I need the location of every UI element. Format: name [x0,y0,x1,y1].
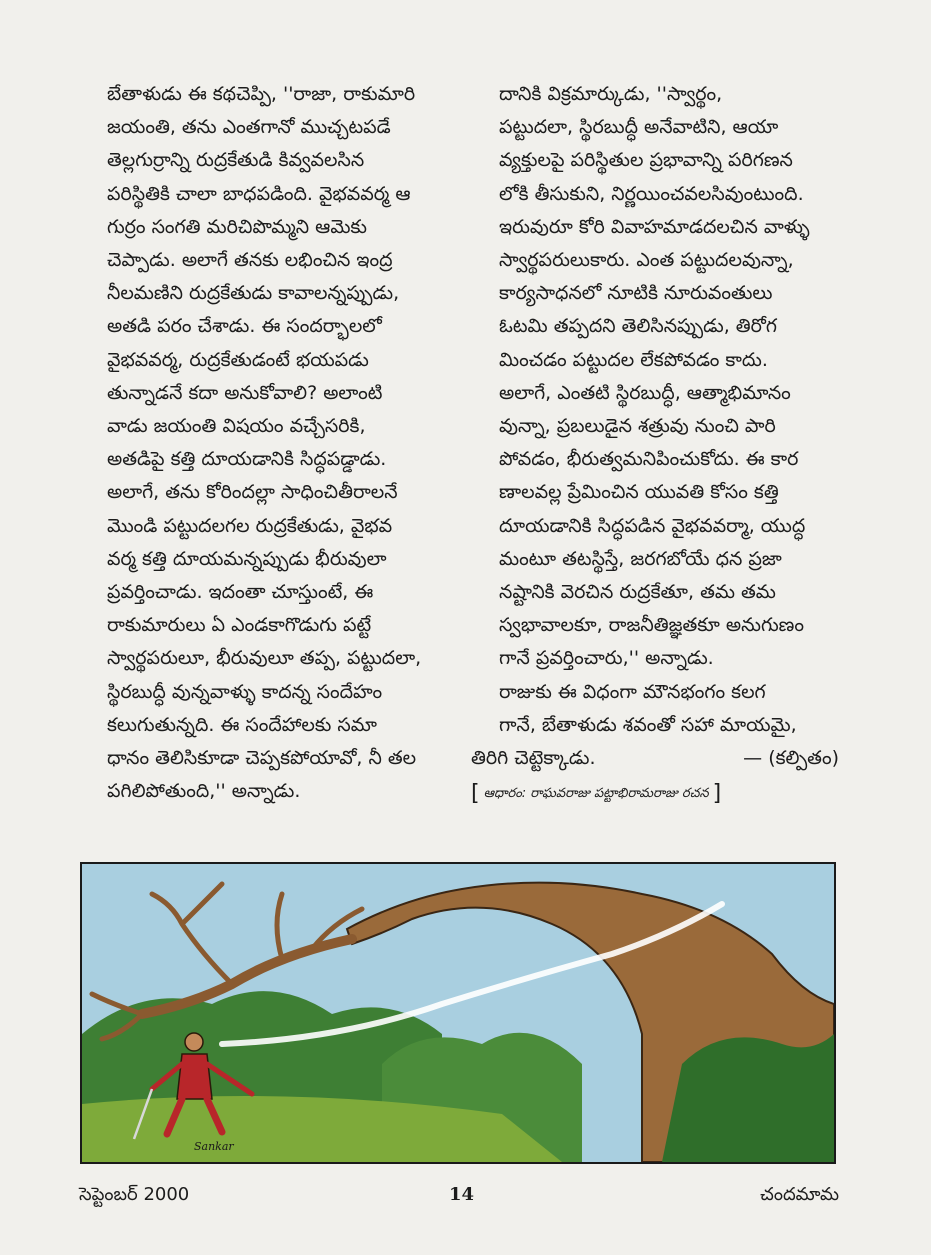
text-line: బేతాళుడు ఈ కథచెప్పి, ''రాజా, రాకుమారి [107,83,416,105]
text-line: రాకుమారులు ఏ ఎండకాగొడుగు పట్టే [107,614,372,637]
text-line: దూయడానికి సిద్ధపడిన వైభవవర్మా, యుద్ధ [499,514,806,537]
text-line: రాజుకు ఈ విధంగా మౌనభంగం కలగ [499,680,766,703]
source-bracket-open: [ [471,781,480,807]
illustration-scene [82,864,834,1162]
source-note [471,777,839,810]
text-line: అతడిపై కత్తి దూయడానికి సిద్ధపడ్డాడు. [107,448,387,471]
text-line: వైభవవర్మ, రుద్రకేతుడంటే భయపడు [107,348,369,371]
left-column [79,78,443,808]
text-line: గానే ప్రవర్తించారు,'' అన్నాడు. [499,647,714,670]
footer-magazine-name: చందమామ [760,1184,839,1205]
text-line: ణాలవల్ల ప్రేమించిన యువతి కోసం కత్తి [499,481,779,504]
text-line: లోకి తీసుకుని, నిర్ణయించవలసివుంటుంది. [499,182,804,205]
text-line: స్వార్థపరులూ, భీరువులూ తప్ప, పట్టుదలా, [107,647,422,670]
story-illustration [80,862,836,1164]
text-line: పరిస్థితికి చాలా బాధపడింది. వైభవవర్మ ఆ [107,182,411,205]
text-line: తెల్లగుర్రాన్ని రుద్రకేతుడి కివ్వవలసిన [107,149,365,172]
text-line: స్వార్థపరులుకారు. ఎంత పట్టుదలవున్నా, [499,249,794,272]
text-line: తున్నాడనే కదా అనుకోవాలి? అలాంటి [107,381,383,404]
page-footer [79,1184,839,1214]
text-line: పట్టుదలా, స్థిరబుద్ధీ అనేవాటిని, ఆయా [499,116,779,139]
artist-signature: Sankar [194,1140,234,1153]
text-line: జయంతి, తను ఎంతగానో ముచ్చటపడే [107,116,391,139]
text-line: అలాగే, ఎంతటి స్థిరబుద్ధీ, ఆత్మాభిమానం [499,381,791,404]
text-line: గుర్రం సంగతి మరిచిపొమ్మని ఆమెకు [107,215,367,238]
text-line: వర్మ కత్తి దూయమన్నప్పుడు భీరువులా [107,547,387,570]
text-line: కలుగుతున్నది. ఈ సందేహాలకు సమా [107,713,377,736]
closing-text: తిరిగి చెట్టెక్కాడు. [471,747,596,770]
right-paragraph-1 [471,78,839,676]
right-column [471,78,839,810]
text-line: మొండి పట్టుదలగల రుద్రకేతుడు, వైభవ [107,514,393,537]
text-line: దానికి విక్రమార్కుడు, ''స్వార్థం, [499,83,723,105]
footer-issue-date: సెప్టెంబర్ 2000 [79,1184,190,1205]
text-line: వాడు జయంతి విషయం వచ్చేసరికి, [107,415,366,438]
text-line: నష్టానికి వెరచిన రుద్రకేతూ, తమ తమ [499,581,776,604]
text-line: వ్యక్తులపై పరిస్థితుల ప్రభావాన్ని పరిగణన [499,149,793,172]
right-paragraph-2 [471,676,839,742]
text-line: కార్యసాధనలో నూటికి నూరువంతులు [499,282,773,305]
text-line: చెప్పాడు. అలాగే తనకు లభించిన ఇంద్ర [107,249,393,272]
source-bracket-close: ] [712,781,722,807]
text-line: మించడం పట్టుదల లేకపోవడం కాదు. [499,348,768,371]
text-line: ధానం తెలిసికూడా చెప్పకపోయావో, నీ తల [107,747,417,770]
text-line: మంటూ తటస్థిస్తే, జరగబోయే ధన ప్రజా [499,547,782,570]
closing-line [471,742,839,775]
fiction-credit: — (కల్పితం) [743,747,839,770]
source-text: ఆధారం: రాఘవరాజు పట్టాభిరామరాజు రచన [483,786,709,802]
text-line: అతడి పరం చేశాడు. ఈ సందర్భాలలో [107,315,382,338]
text-line: పగిలిపోతుంది,'' అన్నాడు. [107,780,301,803]
text-line: ప్రవర్తించాడు. ఇదంతా చూస్తుంటే, ఈ [107,581,374,604]
text-line: గానే, బేతాళుడు శవంతో సహా మాయమై, [499,713,797,736]
text-line: వున్నా, ప్రబలుడైన శత్రువు నుంచి పారి [499,415,776,438]
text-line: ఇరువురూ కోరి వివాహమాడదలచిన వాళ్ళు [499,215,810,238]
text-line: స్వభావాలకూ, రాజనీతిజ్ఞతకూ అనుగుణం [499,614,804,637]
text-line: అలాగే, తను కోరిందల్లా సాధించితీరాలనే [107,481,398,504]
text-line: ఓటమి తప్పదని తెలిసినప్పుడు, తిరోగ [499,315,777,338]
left-paragraph [79,78,443,808]
text-line: నీలమణిని రుద్రకేతుడు కావాలన్నప్పుడు, [107,282,400,305]
text-line: స్థిరబుద్ధీ వున్నవాళ్ళు కాదన్న సందేహం [107,680,383,703]
text-line: పోవడం, భీరుత్వమనిపించుకోదు. ఈ కార [499,448,799,471]
page-number: 14 [449,1184,475,1205]
